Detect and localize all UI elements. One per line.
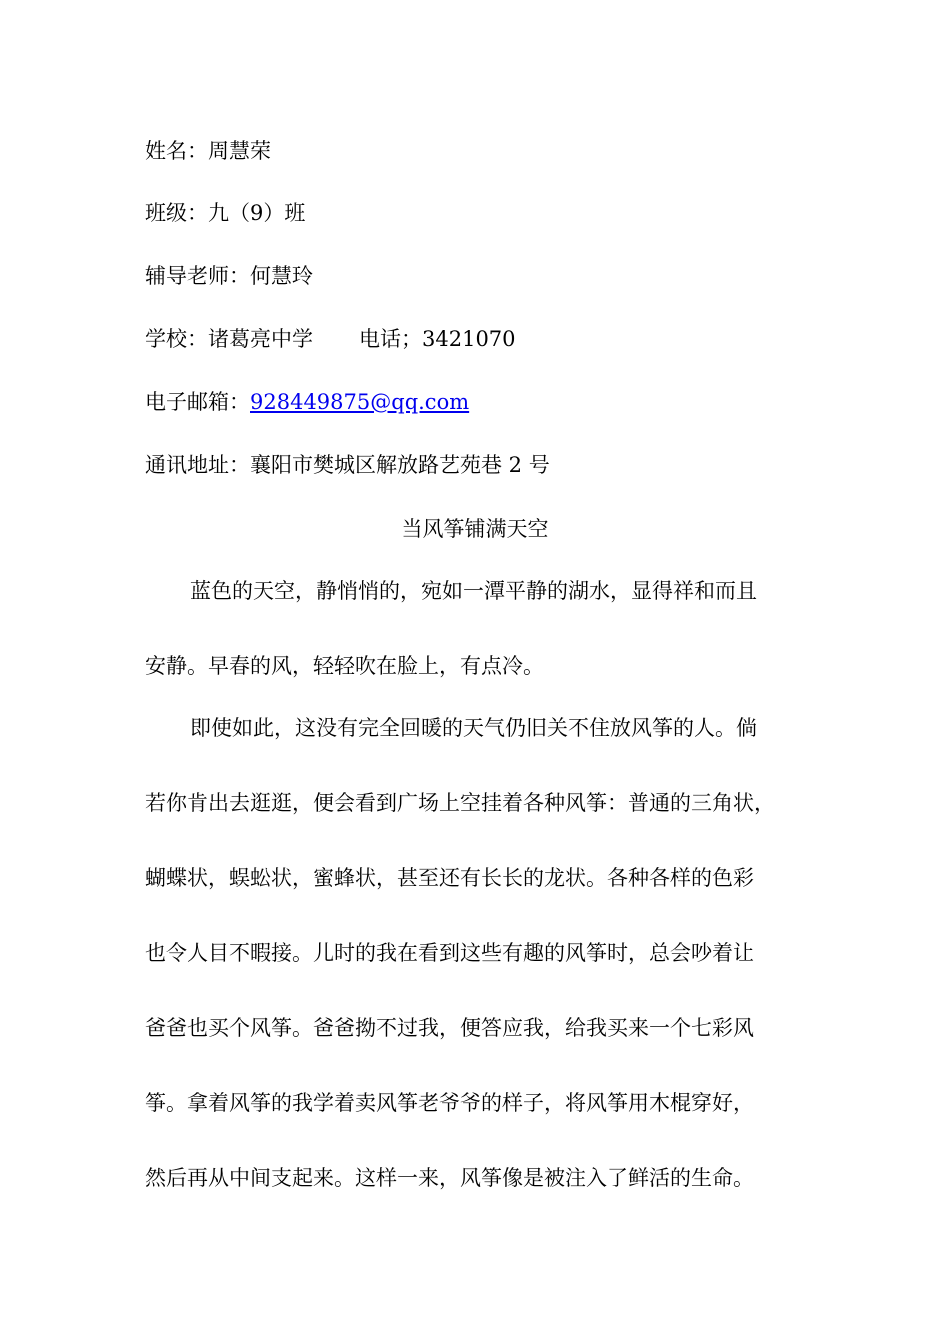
name-label: 姓名： — [145, 139, 208, 163]
class-row — [145, 199, 305, 227]
school-phone-row — [145, 325, 516, 353]
email-link[interactable]: 928449875@qq.com — [250, 390, 470, 414]
class-label: 班级： — [145, 201, 208, 225]
teacher-row — [145, 262, 313, 290]
teacher-value: 何慧玲 — [250, 264, 313, 288]
paragraph-line: 蓝色的天空，静悄悄的，宛如一潭平静的湖水，显得祥和而且 — [190, 579, 757, 603]
address-row — [145, 451, 550, 479]
phone-value: 3421070 — [422, 327, 516, 351]
class-value: 九（9）班 — [208, 201, 306, 225]
email-row — [145, 388, 469, 416]
address-label: 通讯地址： — [145, 453, 250, 477]
paragraph-line: 安静。早春的风，轻轻吹在脸上，有点冷。 — [145, 654, 544, 678]
paragraph-line: 筝。拿着风筝的我学着卖风筝老爷爷的样子，将风筝用木棍穿好， — [145, 1091, 754, 1115]
paragraph-line: 蝴蝶状，蜈蚣状，蜜蜂状，甚至还有长长的龙状。各种各样的色彩 — [145, 866, 754, 890]
article-title: 当风筝铺满天空 — [401, 517, 549, 541]
phone-label: 电话； — [359, 327, 422, 351]
address-value: 襄阳市樊城区解放路艺苑巷 2 号 — [250, 453, 550, 477]
teacher-label: 辅导老师： — [145, 264, 250, 288]
paragraph-line: 若你肯出去逛逛，便会看到广场上空挂着各种风筝：普通的三角状， — [145, 791, 775, 815]
paragraph-line: 爸爸也买个风筝。爸爸拗不过我，便答应我，给我买来一个七彩风 — [145, 1016, 754, 1040]
paragraph-line: 即使如此，这没有完全回暖的天气仍旧关不住放风筝的人。倘 — [190, 716, 757, 740]
paragraph-line: 也令人目不暇接。儿时的我在看到这些有趣的风筝时，总会吵着让 — [145, 941, 754, 965]
name-value: 周慧荣 — [208, 139, 271, 163]
school-label: 学校： — [145, 327, 208, 351]
name-row — [145, 137, 271, 165]
paragraph-line: 然后再从中间支起来。这样一来，风筝像是被注入了鲜活的生命。 — [145, 1166, 754, 1190]
school-value: 诸葛亮中学 — [208, 327, 313, 351]
email-label: 电子邮箱： — [145, 390, 250, 414]
